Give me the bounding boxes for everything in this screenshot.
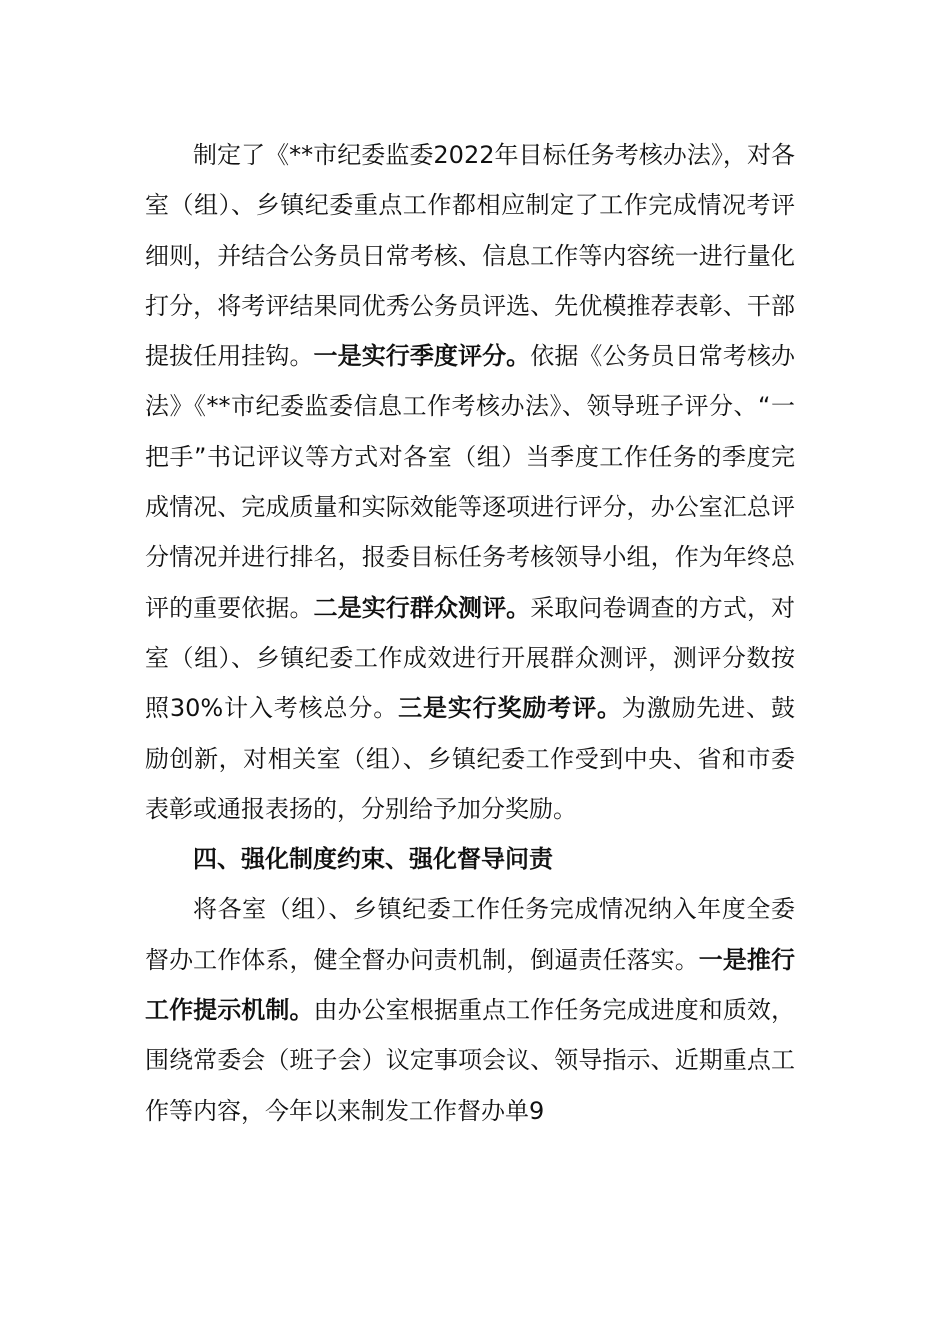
bold-subheading: 一是实行季度评分。 <box>313 342 531 371</box>
bold-subheading: 一是推行工作提示机制。 <box>145 945 796 1025</box>
text-segment: 由办公室根据重点工作任务完成进度和质效，围绕常委会（班子会）议定事项会议、领导指示、近期重点工作等内容，今年以来制发工作督办单9 <box>145 996 796 1125</box>
text-segment: 依据《公务员日常考核办法》《**市纪委监委信息工作考核办法》、领导班子评分、“一把手”书记评议等方式对各室（组）当季度工作任务的季度完成情况、完成质量和实际效能等逐项进行评分，办公室汇总评分情况并进行排名，报委目标任务考核领导小组，作为年终总评的重要依据。 <box>145 342 796 622</box>
text-segment: 采取问卷调查的方式，对室（组）、乡镇纪委工作成效进行开展群众测评，测评分数按照30%计入考核总分。 <box>145 593 796 723</box>
paragraph-supervision <box>145 884 795 1135</box>
text-segment: 为激励先进、鼓励创新，对相关室（组）、乡镇纪委工作受到中央、省和市委表彰或通报表扬的，分别给予加分奖励。 <box>145 694 796 823</box>
document-page <box>145 130 795 1136</box>
bold-subheading: 三是实行奖励考评。 <box>398 694 622 723</box>
text-segment: 制定了《**市纪委监委2022年目标任务考核办法》，对各室（组）、乡镇纪委重点工作都相应制定了工作完成情况考评细则，并结合公务员日常考核、信息工作等内容统一进行量化打分，将考评结果同优秀公务员评选、先优模推荐表彰、干部提拔任用挂钩。 <box>145 141 795 371</box>
text-segment: 将各室（组）、乡镇纪委工作任务完成情况纳入年度全委督办工作体系，健全督办问责机制，倒逼责任落实。 <box>145 895 795 974</box>
section-heading: 四、强化制度约束、强化督导问责 <box>193 845 553 874</box>
paragraph-assessment <box>145 130 795 834</box>
bold-subheading: 二是实行群众测评。 <box>313 593 531 622</box>
